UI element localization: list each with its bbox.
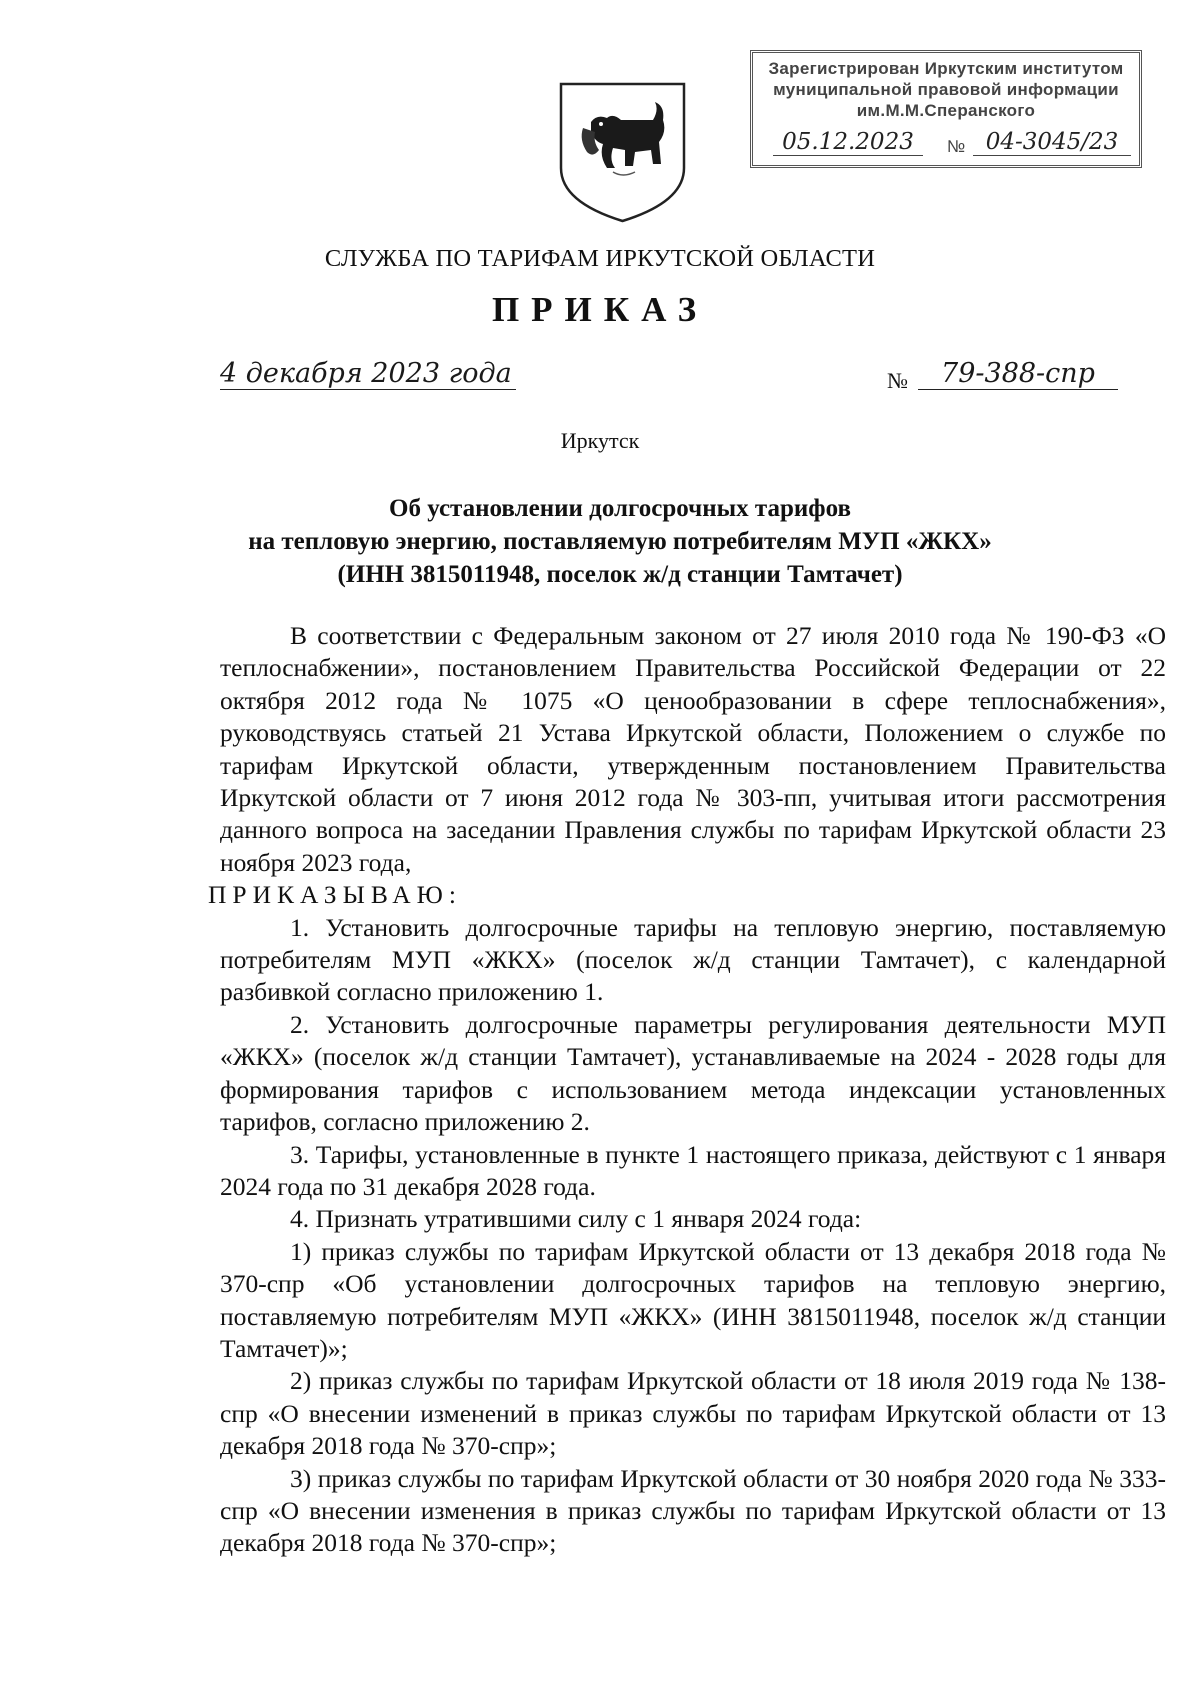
order-item-1: 1. Установить долгосрочные тарифы на тепловую энергию, поставляемую потребителям МУП «ЖКХ» (поселок ж/д станции Тамтачет), с календарной разбивкой согласно приложению 1. <box>220 912 1166 1007</box>
stamp-number-label: № <box>947 137 966 156</box>
order-number-handwritten: 79-388-спр <box>918 358 1118 390</box>
issuing-authority: СЛУЖБА ПО ТАРИФАМ ИРКУТСКОЙ ОБЛАСТИ <box>324 245 876 272</box>
document-title <box>180 492 1060 591</box>
place-of-issue: Иркутск <box>560 428 640 453</box>
repealed-order-2: 2) приказ службы по тарифам Иркутской области от 18 июля 2019 года № 138-спр «О внесении изменений в приказ службы по тарифам Иркутской области от 13 декабря 2018 года № 370-спр»; <box>220 1366 1166 1461</box>
repealed-order-1: 1) приказ службы по тарифам Иркутской области от 13 декабря 2018 года № 370-спр «Об установлении долгосрочных тарифов на тепловую энергию, поставляемую потребителям МУП «ЖКХ» (ИНН 3815011948, поселок ж/д станции Тамтачет)»; <box>220 1236 1166 1363</box>
order-item-3: 3. Тарифы, установленные в пункте 1 настоящего приказа, действуют с 1 января 2024 года по 31 декабря 2028 года. <box>220 1139 1166 1201</box>
order-item-2: 2. Установить долгосрочные параметры регулирования деятельности МУП «ЖКХ» (поселок ж/д станции Тамтачет), устанавливаемые на 2024 - 2028 годы для формирования тарифов с использованием метода индексации установленных тарифов, согласно приложению 2. <box>220 1009 1166 1137</box>
document-body <box>208 620 1166 1560</box>
order-date-handwritten: 4 декабря 2023 года <box>220 358 516 390</box>
stamp-number: 04-3045/23 <box>973 129 1131 156</box>
prikazyvayu-heading: ПРИКАЗЫВАЮ: <box>208 880 462 910</box>
stamp-date: 05.12.2023 <box>773 129 923 156</box>
registration-stamp <box>750 50 1142 168</box>
stamp-line-3: им.М.М.Сперанского <box>856 101 1036 120</box>
order-item-4: 4. Признать утратившими силу с 1 января 2024 года: <box>290 1204 862 1234</box>
stamp-line-2: муниципальной правовой информации <box>773 80 1119 99</box>
preamble-paragraph: В соответствии с Федеральным законом от 27 июля 2010 года № 190-ФЗ «О теплоснабжении», постановлением Правительства Российской Федерации от 22 октября 2012 года № 1075 «О ценообразовании в сфере теплоснабжения», руководствуясь статьей 21 Устава Иркутской области, Положением о службе по тарифам Иркутской области, утвержденным постановлением Правительства Иркутской области от 7 июня 2012 года № 303-пп, учитывая итоги рассмотрения данного вопроса на заседании Правления службы по тарифам Иркутской области 23 ноября 2023 года, <box>220 621 1166 877</box>
title-line-3: (ИНН 3815011948, поселок ж/д станции Тамтачет) <box>337 561 903 588</box>
document-type: ПРИКАЗ <box>491 290 709 329</box>
title-line-1: Об установлении долгосрочных тарифов <box>389 495 851 522</box>
coat-of-arms-icon <box>555 80 690 225</box>
title-line-2: на тепловую энергию, поставляемую потребителям МУП «ЖКХ» <box>248 528 992 555</box>
repealed-order-3: 3) приказ службы по тарифам Иркутской области от 30 ноября 2020 года № 333-спр «О внесении изменения в приказ службы по тарифам Иркутской области от 13 декабря 2018 года № 370-спр»; <box>220 1463 1166 1558</box>
order-number-label: № <box>887 368 908 393</box>
stamp-line-1: Зарегистрирован Иркутским институтом <box>768 59 1124 78</box>
